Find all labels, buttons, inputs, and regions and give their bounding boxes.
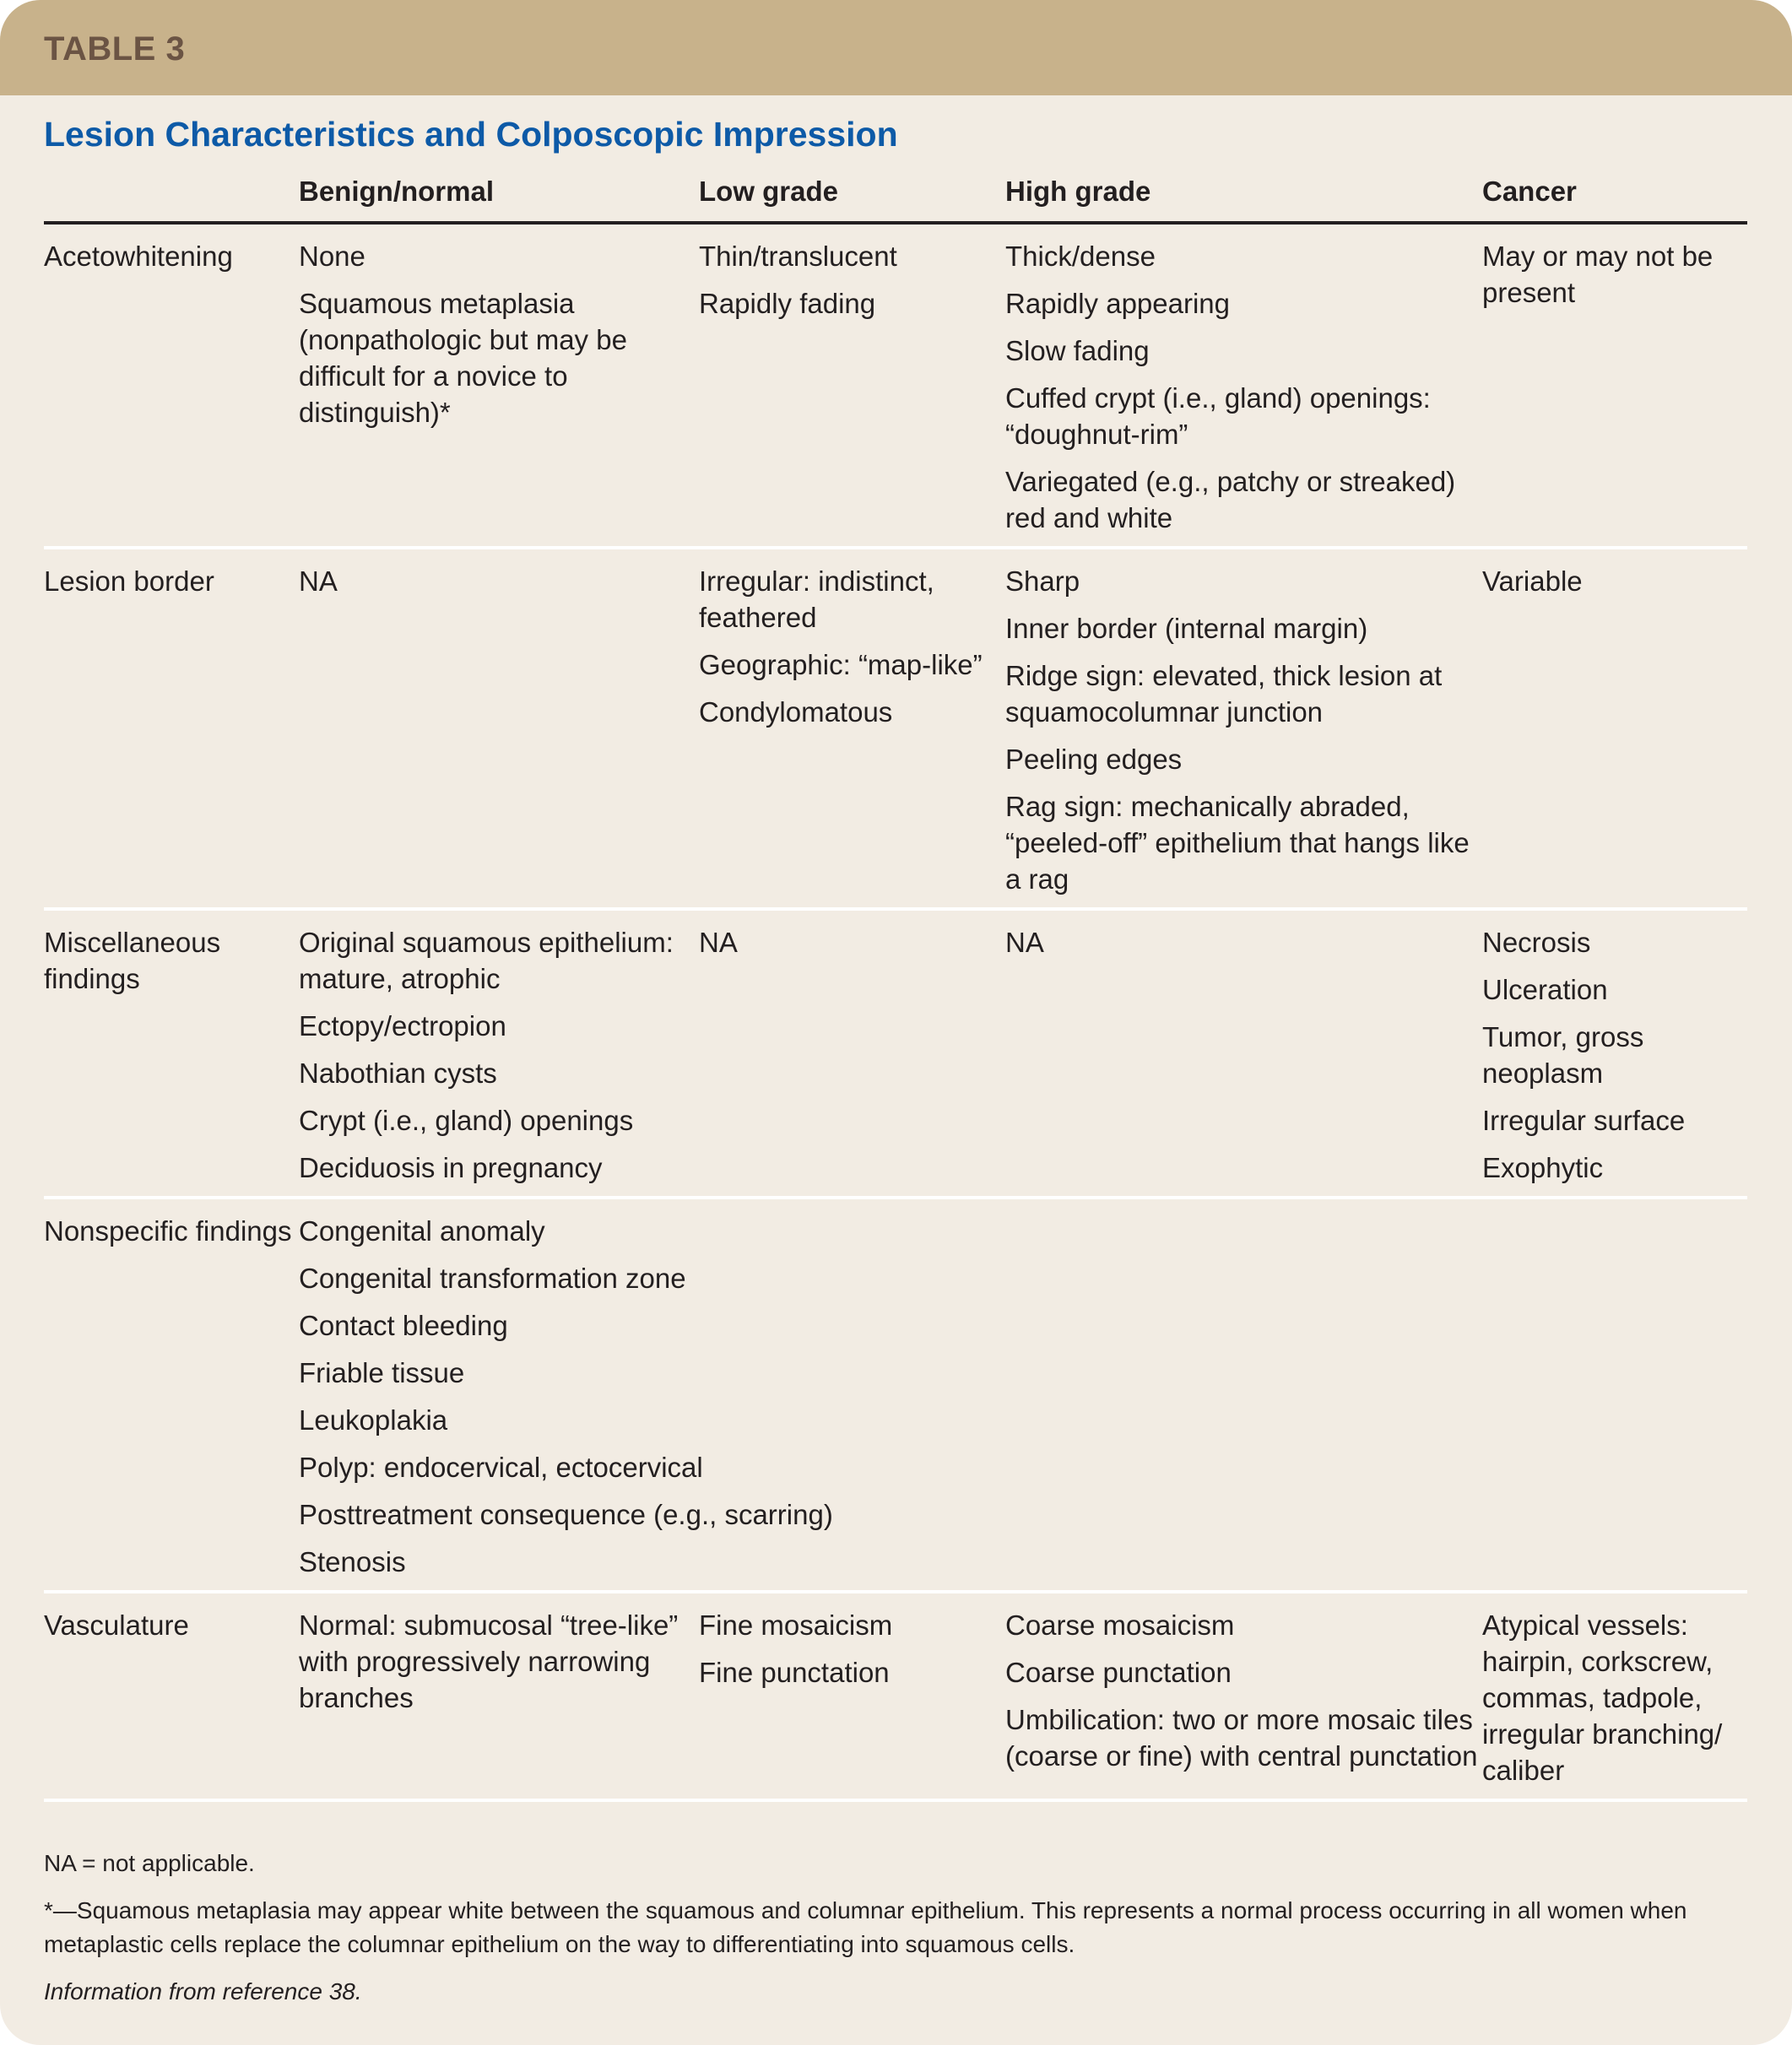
table-row — [44, 1592, 1747, 1800]
lesion-table — [44, 173, 1747, 1802]
column-header: High grade — [1005, 173, 1482, 223]
table-cell — [299, 909, 699, 1198]
cell-item: Coarse mosaicism — [1005, 1609, 1235, 1641]
row-label: Nonspecific findings — [44, 1198, 299, 1592]
cell-item: Geographic: “map-like” — [699, 649, 983, 680]
footnotes — [44, 1847, 1747, 2022]
cell-item: Rag sign: mechanically abraded, “peeled-off” epithelium that hangs like a rag — [1005, 791, 1470, 895]
table-cell — [699, 548, 1005, 909]
cell-item: Leukoplakia — [299, 1404, 448, 1436]
table-cell — [299, 1592, 699, 1800]
row-label: Vasculature — [44, 1592, 299, 1800]
cell-item: Sharp — [1005, 565, 1080, 597]
cell-item: Coarse punctation — [1005, 1657, 1232, 1688]
cell-item: Stenosis — [299, 1546, 406, 1577]
cell-item: Ectopy/ectropion — [299, 1010, 506, 1041]
cell-item: None — [299, 241, 365, 272]
cell-item: Crypt (i.e., gland) openings — [299, 1105, 634, 1136]
column-header: Benign/normal — [299, 173, 699, 223]
cell-item: Fine punctation — [699, 1657, 890, 1688]
table-cell — [299, 548, 699, 909]
table-row — [44, 548, 1747, 909]
cell-item: Exophytic — [1482, 1152, 1604, 1183]
cell-item: Variable — [1482, 565, 1583, 597]
cell-item: Congenital anomaly — [299, 1215, 545, 1247]
table-cell — [1482, 909, 1747, 1198]
cell-item: Squamous metaplasia (nonpathologic but may be difficult for a novice to distinguish)* — [299, 288, 627, 428]
cell-item: Friable tissue — [299, 1357, 465, 1388]
table-cell — [699, 223, 1005, 548]
table-row — [44, 909, 1747, 1198]
column-header: Low grade — [699, 173, 1005, 223]
cell-item: Rapidly appearing — [1005, 288, 1231, 319]
footnote-star: *—Squamous metaplasia may appear white between the squamous and columnar epithelium. This represents a normal process occurring in all women when metaplastic cells replace the columnar epithelium on the way to differentiating into squamous cells. — [44, 1897, 1687, 1957]
cell-item: Contact bleeding — [299, 1310, 508, 1341]
column-header: Cancer — [1482, 173, 1747, 223]
table-number: TABLE 3 — [44, 30, 186, 68]
table-cell — [1005, 223, 1482, 548]
cell-item: Tumor, gross neoplasm — [1482, 1021, 1644, 1089]
cell-item: Atypical vessels: hairpin, corkscrew, commas, tadpole, irregular branching/ caliber — [1482, 1609, 1723, 1786]
cell-item: Original squamous epithelium: mature, atrophic — [299, 927, 674, 994]
cell-item: Peeling edges — [1005, 744, 1183, 775]
table-cell — [1482, 548, 1747, 909]
cell-item: Fine mosaicism — [699, 1609, 893, 1641]
cell-item: Necrosis — [1482, 927, 1591, 958]
footnote-na: NA = not applicable. — [44, 1850, 255, 1876]
cell-item: Thick/dense — [1005, 241, 1156, 272]
cell-item: Condylomatous — [699, 696, 893, 728]
cell-item: Deciduosis in pregnancy — [299, 1152, 603, 1183]
cell-item: Irregular: indistinct, feathered — [699, 565, 934, 633]
table-cell — [699, 1592, 1005, 1800]
cell-item: NA — [299, 565, 338, 597]
header-row — [44, 173, 1747, 223]
table-cell — [299, 223, 699, 548]
table-title: Lesion Characteristics and Colposcopic Impression — [44, 115, 898, 154]
column-header — [44, 173, 299, 223]
cell-item: Nabothian cysts — [299, 1058, 497, 1089]
cell-item: Ridge sign: elevated, thick lesion at squamocolumnar junction — [1005, 660, 1443, 728]
cell-item: Variegated (e.g., patchy or streaked) red and white — [1005, 466, 1456, 533]
table-cell — [699, 909, 1005, 1198]
cell-item: Slow fading — [1005, 335, 1150, 366]
cell-item: NA — [1005, 927, 1044, 958]
cell-item: Ulceration — [1482, 974, 1608, 1005]
cell-item: NA — [699, 927, 738, 958]
table-cell — [299, 1198, 1747, 1592]
cell-item: Thin/translucent — [699, 241, 897, 272]
table-cell — [1482, 223, 1747, 548]
row-label: Acetowhitening — [44, 223, 299, 548]
cell-item: Irregular surface — [1482, 1105, 1686, 1136]
table-cell — [1005, 548, 1482, 909]
cell-item: Normal: submucosal “tree-like” with progressively narrowing branches — [299, 1609, 679, 1713]
source-note: Information from reference 38. — [44, 1978, 362, 2004]
cell-item: Congenital transformation zone — [299, 1263, 686, 1294]
table-cell — [1482, 1592, 1747, 1800]
table-cell — [1005, 1592, 1482, 1800]
table-row — [44, 1198, 1747, 1592]
table-row — [44, 223, 1747, 548]
cell-item: Inner border (internal margin) — [1005, 613, 1368, 644]
cell-item: Umbilication: two or more mosaic tiles (coarse or fine) with central punctation — [1005, 1704, 1478, 1772]
table-header-band — [0, 0, 1792, 95]
cell-item: Rapidly fading — [699, 288, 876, 319]
cell-item: May or may not be present — [1482, 241, 1713, 308]
cell-item: Polyp: endocervical, ectocervical — [299, 1452, 703, 1483]
cell-item: Posttreatment consequence (e.g., scarring) — [299, 1499, 833, 1530]
table-cell — [1005, 909, 1482, 1198]
row-label: Miscellaneous findings — [44, 909, 299, 1198]
row-label: Lesion border — [44, 548, 299, 909]
cell-item: Cuffed crypt (i.e., gland) openings: “doughnut-rim” — [1005, 382, 1431, 450]
